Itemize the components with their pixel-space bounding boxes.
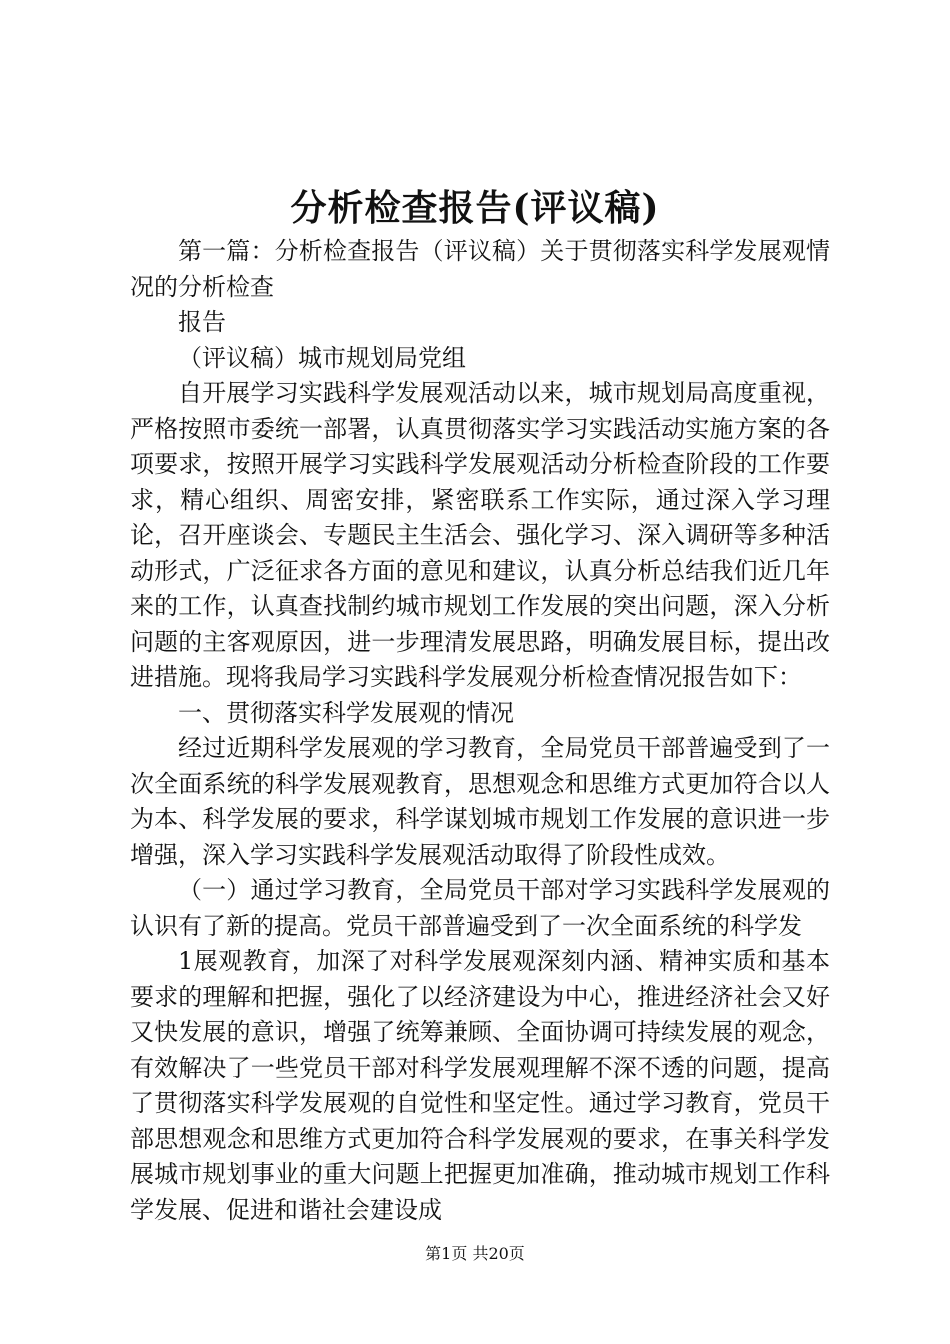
section-heading: 一、贯彻落实科学发展观的情况 bbox=[178, 698, 514, 727]
paragraph-4: 自开展学习实践科学发展观活动以来，城市规划局高度重视，严格按照市委统一部署，认真贯彻落实学习实践活动实施方案的各项要求，按照开展学习实践科学发展观活动分析检查阶段的工作要求，精心组织、周密安排，紧密联系工作实际，通过深入学习理论，召开座谈会、专题民主生活会、强化学习、深入调研等多种活动形式，广泛征求各方面的意见和建议，认真分析总结我们近几年来的工作，认真查找制约城市规划工作发展的突出问题，深入分析问题的主客观原因，进一步理清发展思路，明确发展目标，提出改进措施。现将我局学习实践科学发展观分析检查情况报告如下： bbox=[130, 379, 830, 691]
paragraph-2: 报告 bbox=[178, 308, 226, 336]
paragraph-7: 1展观教育，加深了对科学发展观深刻内涵、精神实质和基本要求的理解和把握，强化了以经济建设为中心，推进经济社会又好又快发展的意识，增强了统筹兼顾、全面协调可持续发展的观念，有效解决了一些党员干部对科学发展观理解不深不透的问题，提高了贯彻落实科学发展观的自觉性和坚定性。通过学习教育，党员干部思想观念和思维方式更加符合科学发展观的要求，在事关科学发展城市规划事业的重大问题上把握更加准确，推动城市规划工作科学发展、促进和谐社会建设成 bbox=[130, 947, 830, 1224]
paragraph-3: （评议稿）城市规划局党组 bbox=[178, 343, 466, 372]
document-body bbox=[130, 234, 830, 1228]
document-title: 分析检查报告(评议稿) bbox=[290, 187, 660, 229]
paragraph-1: 第一篇：分析检查报告（评议稿）关于贯彻落实科学发展观情况的分析检查 bbox=[130, 237, 830, 301]
paragraph-5: 经过近期科学发展观的学习教育，全局党员干部普遍受到了一次全面系统的科学发展观教育，思想观念和思维方式更加符合以人为本、科学发展的要求，科学谋划城市规划工作发展的意识进一步增强，深入学习实践科学发展观活动取得了阶段性成效。 bbox=[130, 734, 830, 869]
paragraph-6: （一）通过学习教育，全局党员干部对学习实践科学发展观的认识有了新的提高。党员干部普遍受到了一次全面系统的科学发 bbox=[130, 876, 830, 940]
page-footer: 第1页 共20页 bbox=[425, 1244, 525, 1263]
